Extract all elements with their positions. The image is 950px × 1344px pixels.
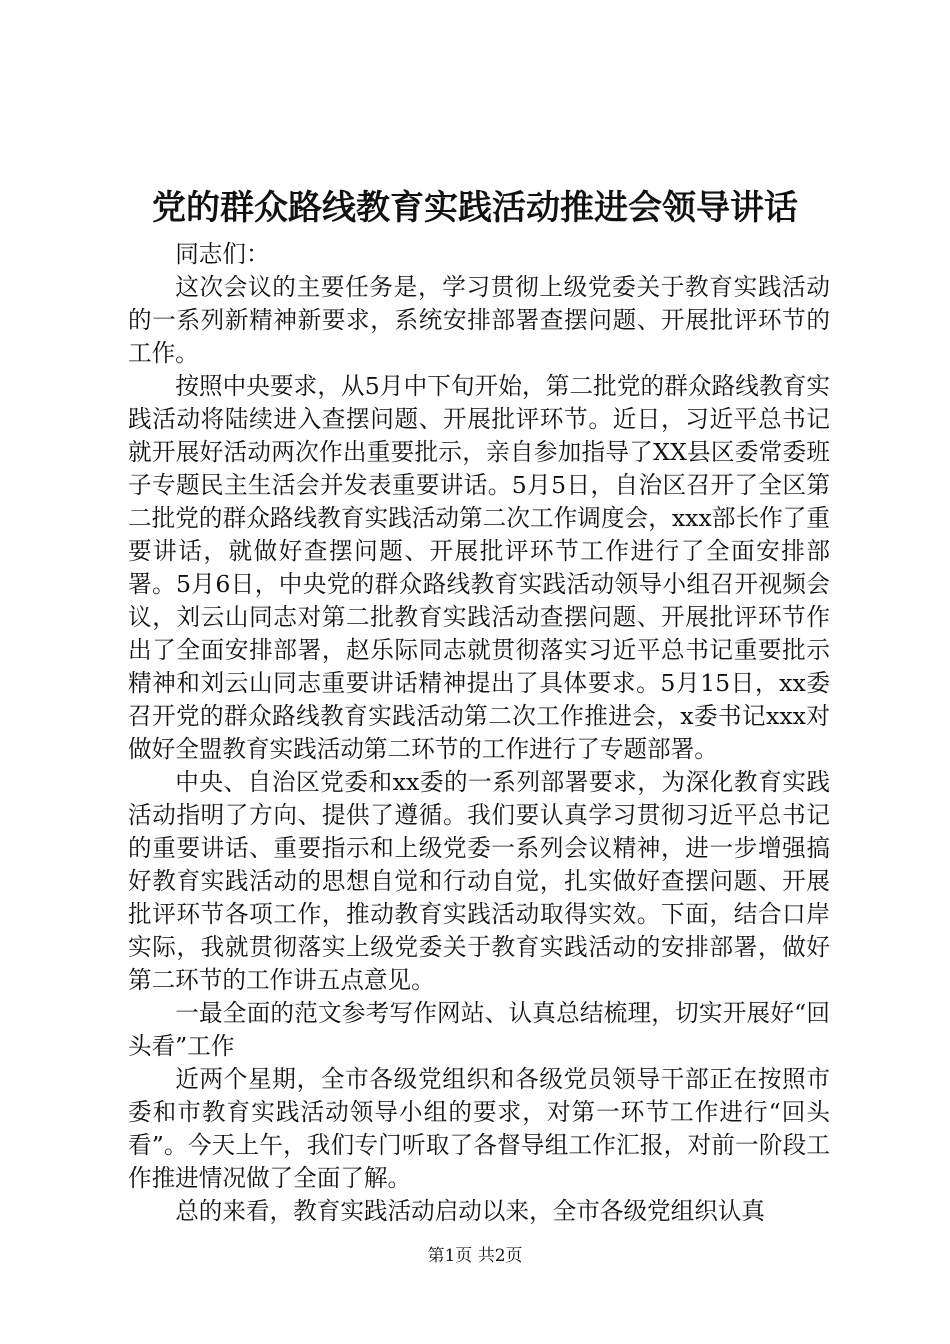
paragraph-4: 近两个星期，全市各级党组织和各级党员领导干部正在按照市委和市教育实践活动领导小组的要求，对第一环节工作进行“回头看”。今天上午，我们专门听取了各督导组工作汇报，对前一阶段工作推进情况做了全面了解。	[128, 1065, 830, 1192]
paragraph-3: 中央、自治区党委和xx委的一系列部署要求，为深化教育实践活动指明了方向、提供了遵循。我们要认真学习贯彻习近平总书记的重要讲话、重要指示和上级党委一系列会议精神，进一步增强搞好教育实践活动的思想自觉和行动自觉，扎实做好查摆问题、开展批评环节各项工作，推动教育实践活动取得实效。下面，结合口岸实际，我就贯彻落实上级党委关于教育实践活动的安排部署，做好第二环节的工作讲五点意见。	[128, 768, 830, 994]
greeting: 同志们：	[175, 240, 270, 268]
paragraph-2: 按照中央要求，从5月中下旬开始，第二批党的群众路线教育实践活动将陆续进入查摆问题、开展批评环节。近日，习近平总书记就开展好活动两次作出重要批示，亲自参加指导了XX县区委常委班子专题民主生活会并发表重要讲话。5月5日，自治区召开了全区第二批党的群众路线教育实践活动第二次工作调度会，xxx部长作了重要讲话，就做好查摆问题、开展批评环节工作进行了全面安排部署。5月6日，中央党的群众路线教育实践活动领导小组召开视频会议，刘云山同志对第二批教育实践活动查摆问题、开展批评环节作出了全面安排部署，赵乐际同志就贯彻落实习近平总书记重要批示精神和刘云山同志重要讲话精神提出了具体要求。5月15日，xx委召开党的群众路线教育实践活动第二次工作推进会，x委书记xxx对做好全盟教育实践活动第二环节的工作进行了专题部署。	[128, 372, 830, 763]
section-heading-1: 一最全面的范文参考写作网站、认真总结梳理，切实开展好“回头看”工作	[128, 999, 830, 1060]
document-title: 党的群众路线教育实践活动推进会领导讲话	[152, 188, 798, 228]
page-number: 第1页 共2页	[427, 1246, 523, 1266]
paragraph-1: 这次会议的主要任务是，学习贯彻上级党委关于教育实践活动的一系列新精神新要求，系统安排部署查摆问题、开展批评环节的工作。	[128, 273, 830, 367]
document-body	[128, 238, 830, 1228]
paragraph-5: 总的来看，教育实践活动启动以来，全市各级党组织认真	[175, 1197, 766, 1225]
